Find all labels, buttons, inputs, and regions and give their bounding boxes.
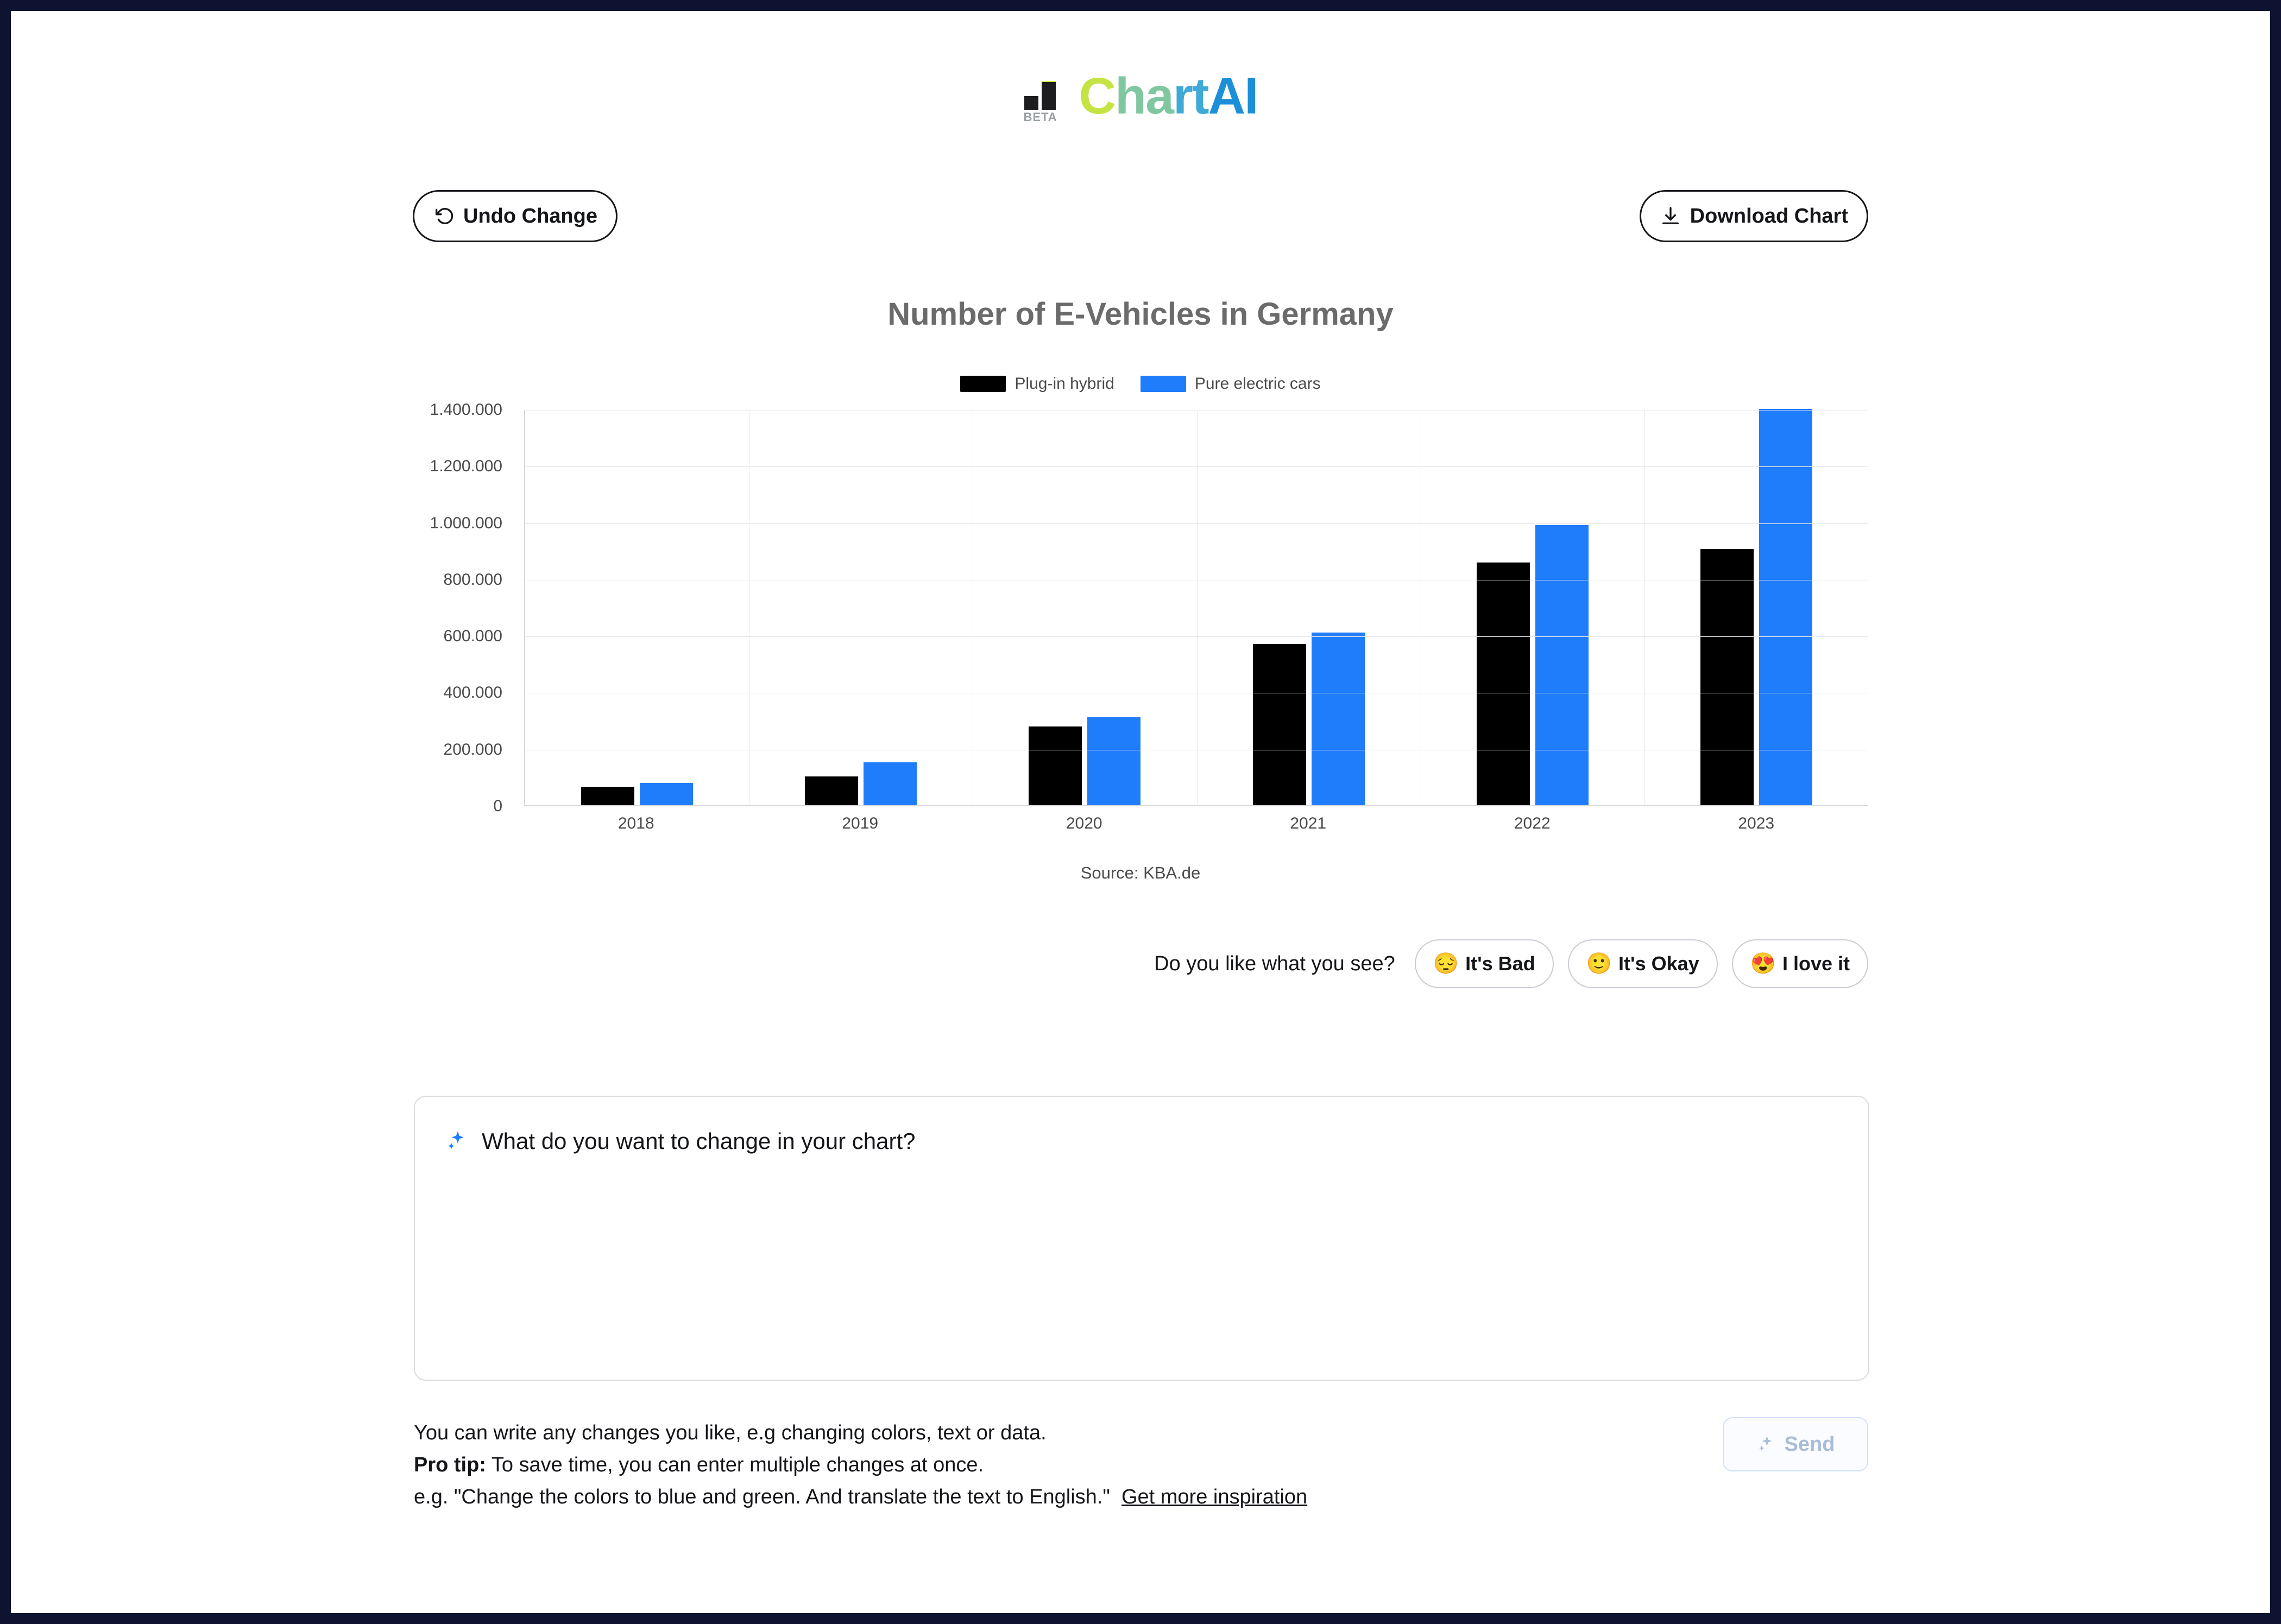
sad-face-icon: 😔 bbox=[1433, 952, 1459, 975]
logo-bar-tall bbox=[1042, 82, 1056, 110]
hint-line-1: You can write any changes you like, e.g changing colors, text or data. bbox=[414, 1421, 1047, 1444]
app-logo bbox=[11, 67, 2270, 125]
legend-swatch bbox=[1140, 376, 1186, 392]
bar-group bbox=[1197, 410, 1421, 805]
x-axis bbox=[524, 814, 1868, 833]
prompt-input[interactable] bbox=[414, 1096, 1869, 1381]
bar bbox=[1759, 409, 1812, 805]
bar-group bbox=[1644, 410, 1868, 805]
logo-bar-small bbox=[1024, 96, 1038, 110]
heart-eyes-icon: 😍 bbox=[1750, 952, 1776, 975]
undo-change-label: Undo Change bbox=[463, 204, 597, 228]
feedback-bad-button[interactable] bbox=[1415, 939, 1554, 988]
prompt-head bbox=[445, 1128, 915, 1154]
x-axis-tick-label: 2021 bbox=[1290, 814, 1327, 832]
logo-mark-icon bbox=[1023, 72, 1073, 124]
x-axis-tick-label: 2019 bbox=[842, 814, 879, 832]
bar bbox=[581, 787, 634, 805]
neutral-face-icon: 🙂 bbox=[1586, 952, 1612, 975]
bar bbox=[805, 776, 858, 805]
x-axis-tick-label: 2023 bbox=[1738, 814, 1775, 832]
bar-group bbox=[525, 410, 749, 805]
get-more-inspiration-link[interactable]: Get more inspiration bbox=[1121, 1485, 1308, 1508]
y-axis-tick-label: 1.000.000 bbox=[430, 514, 502, 532]
bar bbox=[1312, 633, 1365, 805]
bar bbox=[1477, 563, 1530, 805]
bar bbox=[1700, 549, 1754, 805]
legend-label: Plug-in hybrid bbox=[1015, 375, 1114, 393]
feedback-bad-label: It's Bad bbox=[1465, 952, 1535, 975]
download-chart-label: Download Chart bbox=[1690, 204, 1848, 228]
prompt-placeholder: What do you want to change in your chart? bbox=[482, 1128, 916, 1154]
y-axis-tick-label: 1.200.000 bbox=[430, 457, 502, 476]
feedback-question: Do you like what you see? bbox=[1154, 952, 1395, 975]
x-axis-tick-label: 2018 bbox=[617, 814, 654, 832]
send-label: Send bbox=[1784, 1432, 1835, 1456]
feedback-love-label: I love it bbox=[1782, 952, 1850, 975]
chart-plot bbox=[413, 401, 1868, 815]
bar-group bbox=[749, 410, 973, 805]
hints-block bbox=[414, 1417, 1307, 1513]
logo-wordmark: ChartAI bbox=[1079, 67, 1258, 125]
bar-group bbox=[1421, 410, 1644, 805]
pro-tip-text: To save time, you can enter multiple changes at once. bbox=[486, 1453, 984, 1476]
send-button[interactable] bbox=[1723, 1417, 1868, 1471]
beta-badge: BETA bbox=[1023, 110, 1057, 124]
chart-source: Source: KBA.de bbox=[1080, 863, 1201, 882]
x-axis-tick-label: 2020 bbox=[1066, 814, 1102, 832]
y-axis-tick-label: 0 bbox=[493, 797, 502, 815]
chart-legend bbox=[11, 375, 2270, 393]
bar-group bbox=[973, 410, 1196, 805]
legend-label: Pure electric cars bbox=[1194, 375, 1321, 393]
grid-line bbox=[1644, 410, 1645, 805]
legend-item-plugin-hybrid bbox=[960, 375, 1114, 393]
bar bbox=[1029, 726, 1082, 805]
pro-tip-label: Pro tip: bbox=[414, 1453, 486, 1476]
bar bbox=[1253, 644, 1306, 805]
bar bbox=[1087, 717, 1140, 805]
y-axis bbox=[413, 401, 513, 815]
sparkles-icon bbox=[1756, 1435, 1776, 1454]
legend-swatch bbox=[960, 376, 1006, 392]
plot-grid bbox=[524, 410, 1868, 806]
undo-change-button[interactable] bbox=[413, 190, 617, 242]
y-axis-tick-label: 1.400.000 bbox=[430, 401, 502, 419]
bar bbox=[640, 783, 693, 805]
x-axis-tick-label: 2022 bbox=[1514, 814, 1551, 832]
hint-line-2 bbox=[414, 1449, 1307, 1481]
undo-arrow-icon bbox=[433, 205, 455, 227]
y-axis-tick-label: 200.000 bbox=[443, 740, 502, 759]
feedback-okay-button[interactable] bbox=[1568, 939, 1718, 988]
y-axis-tick-label: 400.000 bbox=[443, 684, 502, 702]
hint-line-3 bbox=[414, 1481, 1307, 1513]
chart-title: Number of E-Vehicles in Germany bbox=[887, 296, 1394, 332]
grid-line bbox=[1197, 410, 1198, 805]
app-page bbox=[11, 11, 2270, 1613]
feedback-row bbox=[1154, 939, 1868, 988]
download-chart-button[interactable] bbox=[1640, 190, 1868, 242]
y-axis-tick-label: 600.000 bbox=[443, 627, 502, 646]
bar bbox=[864, 762, 917, 805]
download-icon bbox=[1660, 205, 1681, 227]
feedback-okay-label: It's Okay bbox=[1618, 952, 1699, 975]
feedback-love-button[interactable] bbox=[1732, 939, 1868, 988]
bar bbox=[1535, 525, 1589, 805]
hint-example: e.g. "Change the colors to blue and green. And translate the text to English." bbox=[414, 1485, 1110, 1508]
legend-item-pure-electric bbox=[1140, 375, 1321, 393]
y-axis-tick-label: 800.000 bbox=[443, 570, 502, 589]
sparkles-icon bbox=[445, 1129, 469, 1153]
